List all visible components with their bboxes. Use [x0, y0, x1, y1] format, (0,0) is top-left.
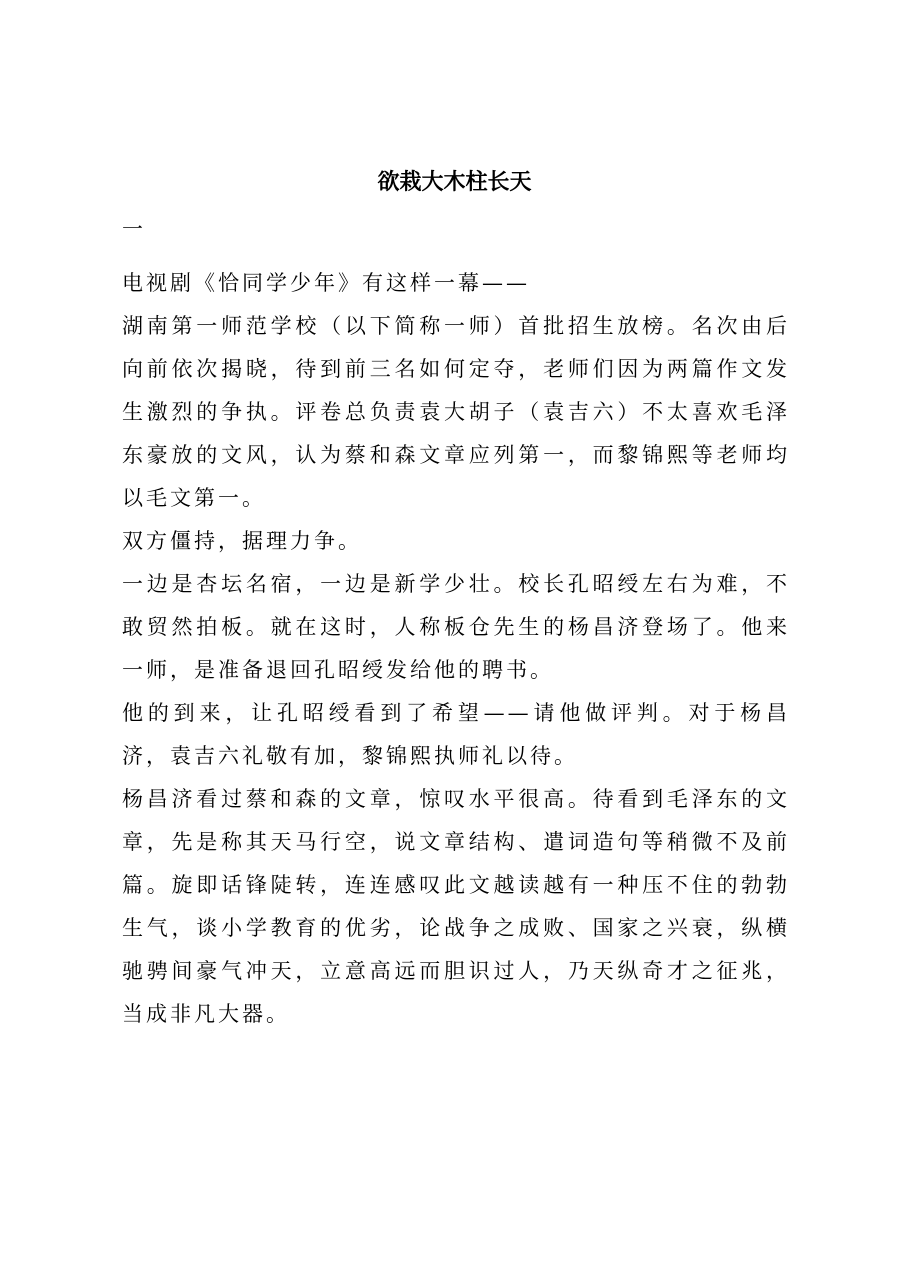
paragraph: 电视剧《恰同学少年》有这样一幕——	[122, 271, 530, 295]
document-body	[122, 262, 790, 1036]
paragraph: 双方僵持，据理力争。	[122, 529, 362, 553]
paragraph: 一边是杏坛名宿，一边是新学少壮。校长孔昭绶左右为难，不敢贸然拍板。就在这时，人称板仓先生的杨昌济登场了。他来一师，是准备退回孔昭绶发给他的聘书。	[122, 572, 790, 682]
paragraph: 杨昌济看过蔡和森的文章，惊叹水平很高。待看到毛泽东的文章，先是称其天马行空，说文章结构、遣词造句等稍微不及前篇。旋即话锋陡转，连连感叹此文越读越有一种压不住的勃勃生气，谈小学教育的优劣，论战争之成败、国家之兴衰，纵横驰骋间豪气冲天，立意高远而胆识过人，乃天纵奇才之征兆，当成非凡大器。	[122, 787, 790, 1026]
section-number: 一	[122, 217, 143, 241]
paragraph: 他的到来，让孔昭绶看到了希望——请他做评判。对于杨昌济，袁吉六礼敬有加，黎锦熙执师礼以待。	[122, 701, 790, 768]
paragraph: 湖南第一师范学校（以下简称一师）首批招生放榜。名次由后向前依次揭晓，待到前三名如何定夺，老师们因为两篇作文发生激烈的争执。评卷总负责袁大胡子（袁吉六）不太喜欢毛泽东豪放的文风，认为蔡和森文章应列第一，而黎锦熙等老师均以毛文第一。	[122, 314, 790, 510]
document-title: 欲栽大木柱长天	[377, 169, 532, 195]
